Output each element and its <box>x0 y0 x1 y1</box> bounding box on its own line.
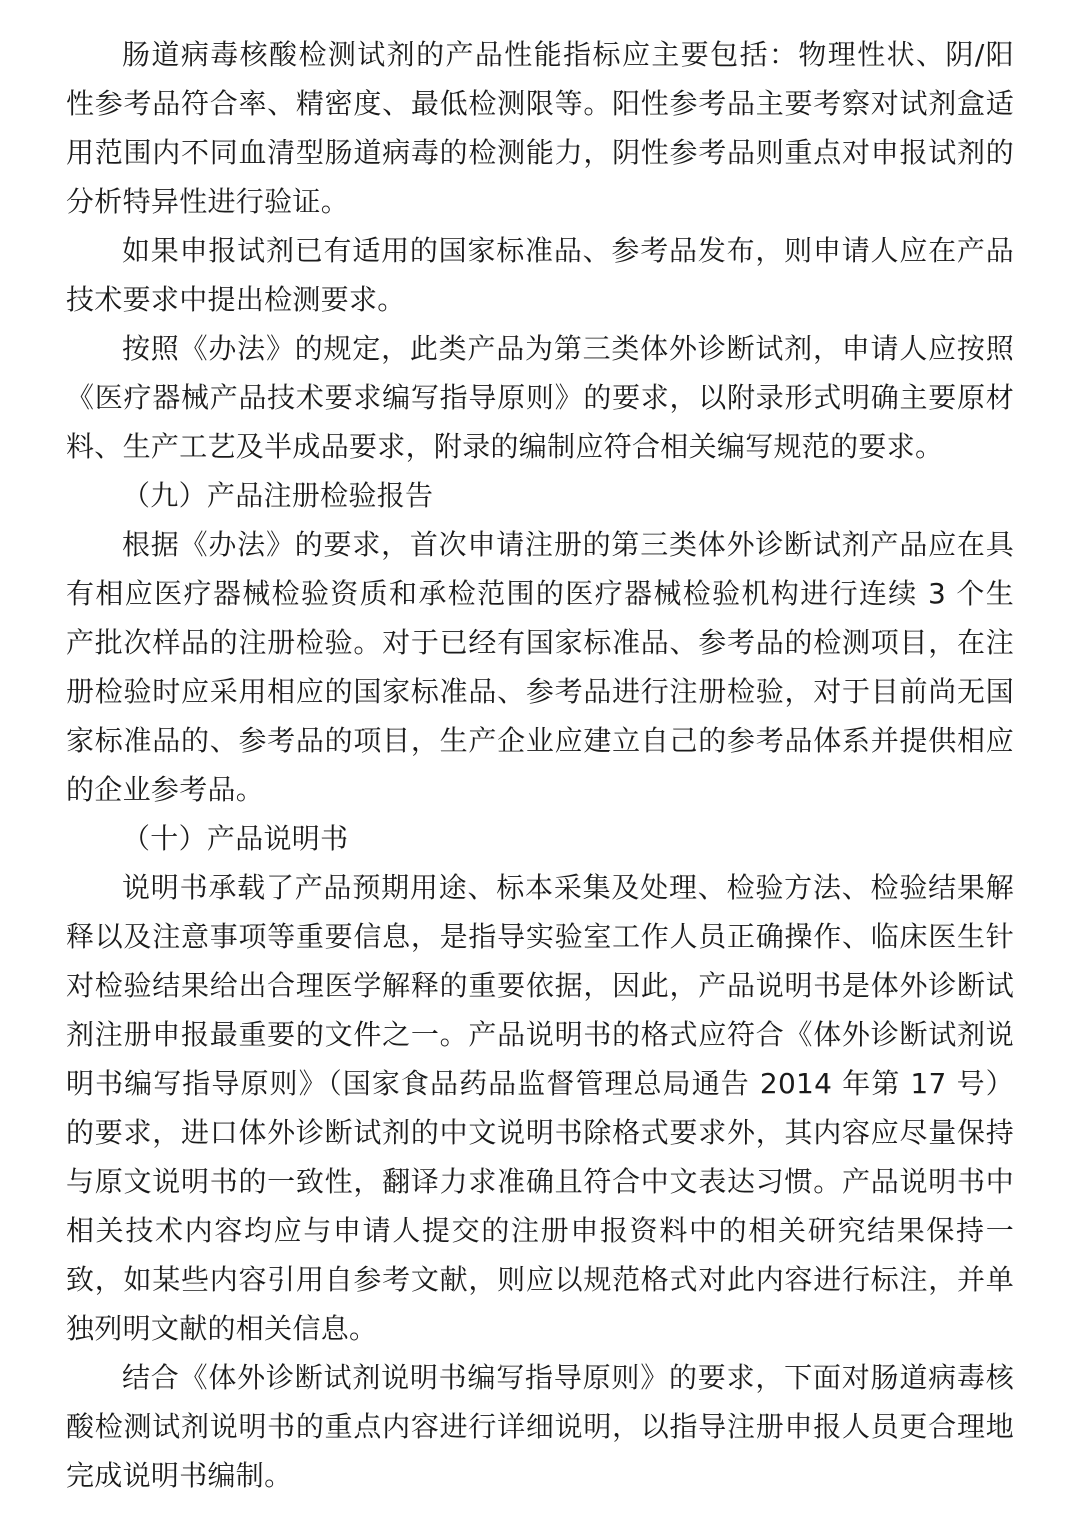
paragraph-line: 结合《体外诊断试剂说明书编写指导原则》的要求，下面对肠道病毒核 <box>122 1361 1014 1394</box>
paragraph-line: 的要求，进口体外诊断试剂的中文说明书除格式要求外，其内容应尽量保持 <box>66 1116 1014 1149</box>
paragraph-line: 的企业参考品。 <box>66 773 265 806</box>
paragraph-line: 说明书承载了产品预期用途、标本采集及处理、检验方法、检验结果解 <box>122 871 1014 904</box>
paragraph-line: 肠道病毒核酸检测试剂的产品性能指标应主要包括：物理性状、阴/阳 <box>122 38 1014 71</box>
paragraph-line: 性参考品符合率、精密度、最低检测限等。阳性参考品主要考察对试剂盒适 <box>66 87 1014 120</box>
section-heading: （九）产品注册检验报告 <box>122 479 434 512</box>
paragraph-line: 《医疗器械产品技术要求编写指导原则》的要求，以附录形式明确主要原材 <box>66 381 1014 414</box>
section-heading: （十）产品说明书 <box>122 822 349 855</box>
paragraph-line: 独列明文献的相关信息。 <box>66 1312 378 1345</box>
paragraph-line: 家标准品的、参考品的项目，生产企业应建立自己的参考品体系并提供相应 <box>66 724 1014 757</box>
paragraph-line: 致，如某些内容引用自参考文献，则应以规范格式对此内容进行标注，并单 <box>66 1263 1014 1296</box>
paragraph-line: 完成说明书编制。 <box>66 1459 293 1492</box>
paragraph-line: 有相应医疗器械检验资质和承检范围的医疗器械检验机构进行连续 3 个生 <box>66 577 1014 610</box>
paragraph-line: 按照《办法》的规定，此类产品为第三类体外诊断试剂，申请人应按照 <box>122 332 1014 365</box>
paragraph-line: 相关技术内容均应与申请人提交的注册申报资料中的相关研究结果保持一 <box>66 1214 1014 1247</box>
paragraph-line: 根据《办法》的要求，首次申请注册的第三类体外诊断试剂产品应在具 <box>122 528 1014 561</box>
paragraph-line: 分析特异性进行验证。 <box>66 185 350 218</box>
paragraph-line: 与原文说明书的一致性，翻译力求准确且符合中文表达习惯。产品说明书中 <box>66 1165 1014 1198</box>
paragraph-line: 产批次样品的注册检验。对于已经有国家标准品、参考品的检测项目，在注 <box>66 626 1014 659</box>
paragraph-line: 释以及注意事项等重要信息，是指导实验室工作人员正确操作、临床医生针 <box>66 920 1014 953</box>
paragraph-line: 酸检测试剂说明书的重点内容进行详细说明，以指导注册申报人员更合理地 <box>66 1410 1014 1443</box>
paragraph-line: 如果申报试剂已有适用的国家标准品、参考品发布，则申请人应在产品 <box>122 234 1014 267</box>
paragraph-line: 明书编写指导原则》（国家食品药品监督管理总局通告 2014 年第 17 号） <box>66 1067 1014 1100</box>
paragraph-line: 对检验结果给出合理医学解释的重要依据，因此，产品说明书是体外诊断试 <box>66 969 1014 1002</box>
paragraph-line: 剂注册申报最重要的文件之一。产品说明书的格式应符合《体外诊断试剂说 <box>66 1018 1014 1051</box>
paragraph-line: 册检验时应采用相应的国家标准品、参考品进行注册检验，对于目前尚无国 <box>66 675 1014 708</box>
paragraph-line: 技术要求中提出检测要求。 <box>66 283 406 316</box>
paragraph-line: 料、生产工艺及半成品要求，附录的编制应符合相关编写规范的要求。 <box>66 430 944 463</box>
paragraph-line: 用范围内不同血清型肠道病毒的检测能力，阴性参考品则重点对申报试剂的 <box>66 136 1014 169</box>
